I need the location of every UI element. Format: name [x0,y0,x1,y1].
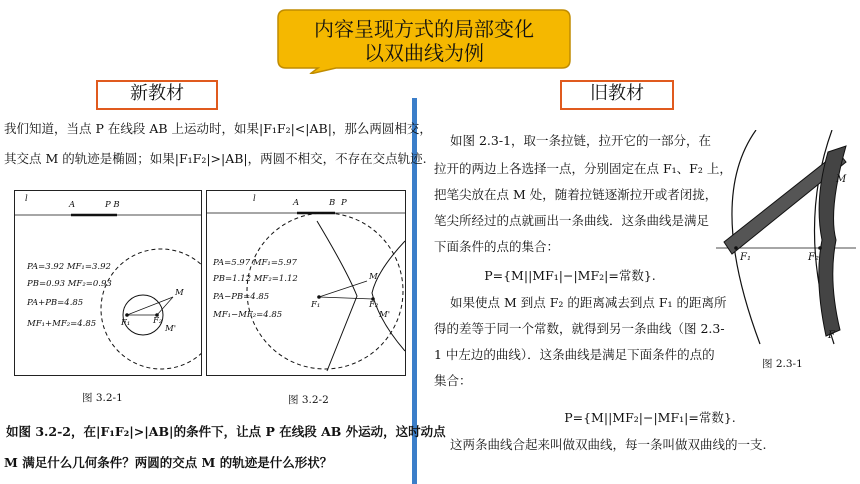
fig1-measure-4: MF₁+MF₂=4.85 [27,319,97,329]
old-para1-line-3: 把笔尖放在点 M 处，随着拉链逐渐拉开或者闭拢， [434,187,718,202]
fig1-measure-1: PA=3.92 MF₁=3.92 [27,262,111,272]
large-circle [247,213,403,369]
title-callout [276,8,572,74]
fig2-label-b: B [329,198,336,208]
old-textbook-label: 旧教材 [560,80,674,110]
figure-3-2-2 [206,190,406,376]
segment-f1-m [319,281,367,297]
segment-f2-m [157,297,173,315]
fig2-measure-1: PA=5.97 MF₁=5.97 [213,258,297,268]
point-f2 [818,246,822,250]
zip-point-f1: F₁ [740,252,751,263]
old-para2-line-4: 集合： [434,373,472,388]
figure-3-2-1 [14,190,202,376]
segment-f1-m [127,297,173,315]
zip-point-f2: F₂ [808,252,819,263]
new-textbook-label: 新教材 [96,80,218,110]
old-para2-line-3: 1 中左边的曲线）．这条曲线是满足下面条件的点的 [434,347,715,362]
new-question-line-2: M 满足什么几何条件？两圆的交点 M 的轨迹是什么形状？ [4,455,333,470]
title-line-1: 内容呈现方式的局部变化 [314,17,534,41]
old-para2-line-1: 如果使点 M 到点 F₂ 的距离减去到点 F₁ 的距离所 [450,295,727,310]
fig2-label-p: P [341,198,347,208]
hyperbola-branch-right [372,241,405,351]
fig2-measure-4: MF₁−MF₂=4.85 [213,310,283,320]
figure-2-3-1-drawing [716,130,856,346]
old-para2-line-2: 得的差等于同一个常数，就得到另一条曲线（图 2.3- [434,321,725,336]
page-title [276,17,572,65]
fig1-point-f1: F₁ [121,318,131,328]
fig2-label-l: l [253,194,256,204]
zip-point-f: F [828,330,835,341]
figure-2-3-1-caption: 图 2.3-1 [762,358,803,370]
segment-f1-f2 [319,297,373,299]
fig2-point-m: M [369,272,378,282]
zip-point-m: M [836,174,847,185]
new-intro-line-1: 我们知道，当点 P 在线段 AB 上运动时，如果|F₁F₂|<|AB|，那么两圆相交， [4,121,432,136]
fig2-measure-3: PA−PB=4.85 [213,292,270,302]
fig2-measure-2: PB=1.12 MF₂=1.12 [213,274,298,284]
fig2-point-f2: F₂ [369,300,379,310]
old-para1-line-4: 笔尖所经过的点就画出一条曲线．这条曲线是满足 [434,213,710,228]
old-para1-line-1: 如图 2.3-1，取一条拉链，拉开它的一部分，在 [450,133,712,148]
old-formula-1: P={M||MF₁|−|MF₂|=常数}. [484,268,656,283]
fig1-label-pb: P B [105,200,120,210]
new-intro-line-2: 其交点 M 的轨迹是椭圆；如果|F₁F₂|>|AB|，两圆不相交，不存在交点轨迹. [4,151,427,166]
fig1-point-m-prime: M' [165,324,177,334]
new-question-line-1: 如图 3.2-2，在|F₁F₂|>|AB|的条件下，让点 P 在线段 AB 外运动，这时动点 [6,424,446,439]
fig1-point-m: M [175,288,184,298]
title-line-2: 以双曲线为例 [364,41,484,65]
figure-2-3-1 [716,130,856,346]
point-f1 [734,246,738,250]
fig1-point-f2: F₂ [153,316,163,326]
figure-3-2-2-caption: 图 3.2-2 [288,394,329,406]
old-formula-2: P={M||MF₂|−|MF₁|=常数}. [564,410,736,425]
old-para1-line-2: 拉开的两边上各选择一点，分别固定在点 F₁、F₂ 上， [434,161,732,176]
old-para1-line-5: 下面条件的点的集合： [434,239,560,254]
fig1-measure-2: PB=0.93 MF₂=0.93 [27,279,112,289]
figure-3-2-1-caption: 图 3.2-1 [82,392,123,404]
fig1-measure-3: PA+PB=4.85 [27,298,84,308]
old-para3: 这两条曲线合起来叫做双曲线，每一条叫做双曲线的一支. [450,437,767,452]
fig2-point-f1: F₁ [311,300,321,310]
fig1-label-a: A [69,200,76,210]
fig2-label-a: A [293,198,300,208]
fig2-point-m-prime: M' [379,310,391,320]
fig1-label-l: l [25,194,28,204]
large-circle [101,249,201,369]
